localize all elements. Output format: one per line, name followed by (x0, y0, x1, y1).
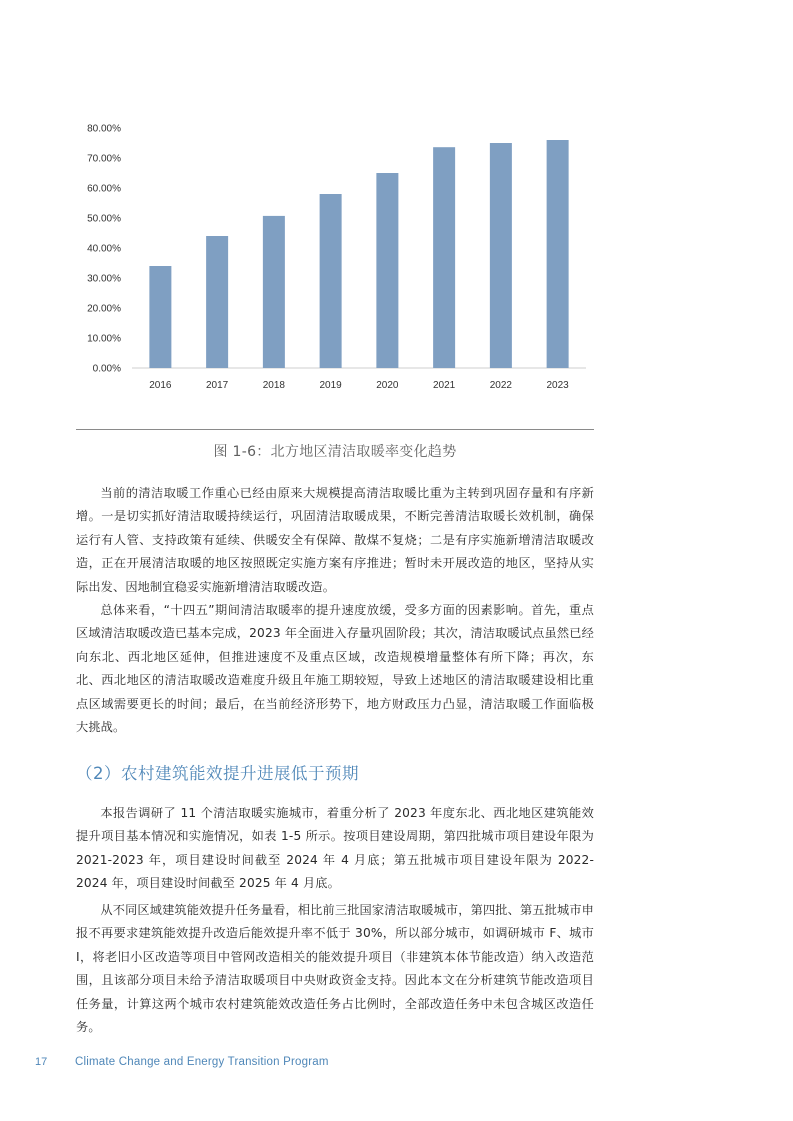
bar-2021 (433, 147, 455, 368)
x-tick-label: 2022 (489, 380, 512, 391)
y-tick-label: 30.00% (87, 273, 121, 285)
y-tick-label: 50.00% (87, 213, 121, 225)
bars (149, 140, 568, 368)
bar-2023 (547, 140, 569, 368)
y-tick-label: 20.00% (87, 303, 121, 315)
clean-heating-rate-bar-chart (76, 112, 596, 402)
chart-divider (76, 429, 594, 430)
x-tick-label: 2020 (376, 380, 399, 391)
x-tick-label: 2023 (546, 380, 569, 391)
paragraph: 当前的清洁取暖工作重心已经由原来大规模提高清洁取暖比重为主转到巩固存量和有序新增。一是切实抓好清洁取暖持续运行，巩固清洁取暖成果，不断完善清洁取暖长效机制，确保运行有人管、支持政策有延续、供暖安全有保障、散煤不复烧；二是有序实施新增清洁取暖改造，正在开展清洁取暖的地区按照既定实施方案有序推进；暂时未开展改造的地区，坚持从实际出发、因地制宜稳妥实施新增清洁取暖改造。 (76, 486, 594, 594)
page-number: 17 (35, 1056, 48, 1068)
y-tick-label: 0.00% (92, 363, 121, 375)
footer-title: Climate Change and Energy Transition Program (75, 1056, 329, 1068)
bar-2016 (149, 266, 171, 368)
y-tick-label: 60.00% (87, 183, 121, 195)
x-tick-label: 2017 (206, 380, 229, 391)
paragraph: 总体来看，“十四五”期间清洁取暖率的提升速度放缓，受多方面的因素影响。首先，重点区域清洁取暖改造已基本完成，2023 年全面进入存量巩固阶段；其次，清洁取暖试点虽然已经向东北、西北地区延伸，但推进速度不及重点区域，改造规模增量整体有所下降；再次，东北、西北地区的清洁取暖改造难度升级且年施工期较短，导致上述地区的清洁取暖建设相比重点区域需要更长的时间；最后，在当前经济形势下，地方财政压力凸显，清洁取暖工作面临极大挑战。 (76, 603, 594, 735)
paragraph: 本报告调研了 11 个清洁取暖实施城市，着重分析了 2023 年度东北、西北地区建筑能效提升项目基本情况和实施情况，如表 1-5 所示。按项目建设周期，第四批城市项目建设年限为 2021-2023 年，项目建设时间截至 2024 年 4 月底；第五批城市项目建设年限为 2022-2024 年，项目建设时间截至 2025 年 4 月底。 (76, 806, 594, 891)
y-tick-label: 10.00% (87, 333, 121, 345)
x-tick-label: 2019 (319, 380, 342, 391)
figure-caption: 图 1-6：北方地区清洁取暖率变化趋势 (213, 444, 457, 460)
bar-2017 (206, 236, 228, 368)
y-axis (87, 124, 121, 375)
section-heading: （2）农村建筑能效提升进展低于预期 (76, 764, 359, 783)
y-tick-label: 80.00% (87, 123, 121, 135)
x-axis-labels (149, 380, 569, 391)
bar-2022 (490, 143, 512, 368)
y-tick-label: 40.00% (87, 243, 121, 255)
x-tick-label: 2021 (433, 380, 456, 391)
bar-2020 (376, 173, 398, 368)
bar-2018 (263, 216, 285, 368)
bar-2019 (320, 194, 342, 368)
paragraph: 从不同区域建筑能效提升任务量看，相比前三批国家清洁取暖城市，第四批、第五批城市申报不再要求建筑能效提升改造后能效提升率不低于 30%，所以部分城市，如调研城市 F、城市 I，将老旧小区改造等项目中管网改造相关的能效提升项目（非建筑本体节能改造）纳入改造范围，且该部分项目未给予清洁取暖项目中央财政资金支持。因此本文在分析建筑节能改造项目任务量，计算这两个城市农村建筑能效改造任务占比例时，全部改造任务中未包含城区改造任务。 (76, 903, 594, 1035)
x-tick-label: 2018 (262, 380, 285, 391)
x-tick-label: 2016 (149, 380, 172, 391)
y-tick-label: 70.00% (87, 153, 121, 165)
